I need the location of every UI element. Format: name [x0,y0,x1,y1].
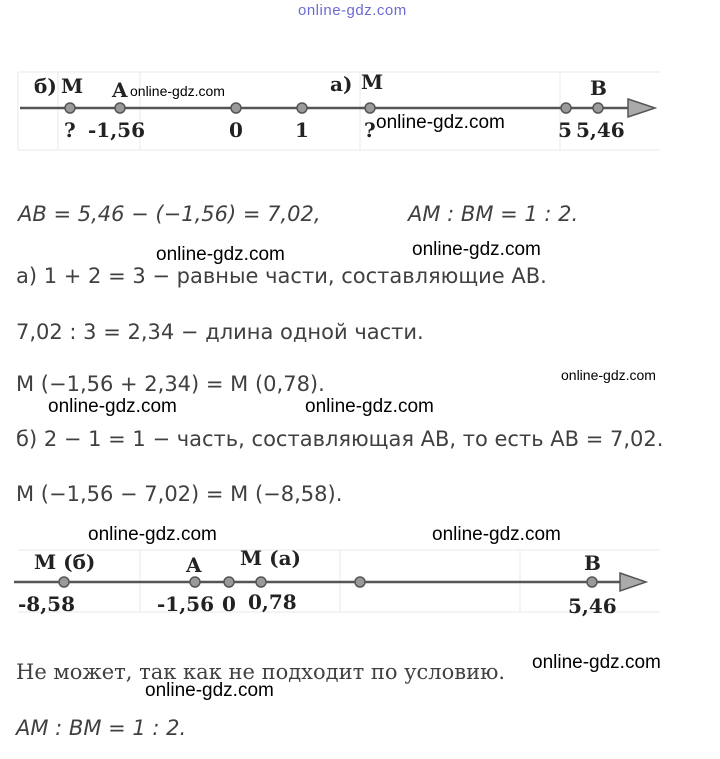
point2-Mb [59,577,69,587]
point-M-left [65,103,75,113]
nl1-val-5: 5 [558,118,572,142]
point2-extra [355,577,365,587]
watermark: online-gdz.com [412,239,541,260]
watermark: online-gdz.com [88,524,217,545]
point2-B [587,577,597,587]
watermark: online-gdz.com [48,396,177,417]
nl1-label-b: б) [34,74,57,98]
nl1-label-M-left: M [61,74,84,98]
point-0 [231,103,241,113]
nl1-val-1: 1 [295,118,309,142]
nl2-label-Mb: M (б) [34,550,96,574]
watermark: online-gdz.com [532,652,661,673]
nl2-label-A: A [186,553,202,577]
text-line-m-a: M (−1,56 + 2,34) = M (0,78). [16,372,325,396]
point-A [115,103,125,113]
nl1-label-A: A [112,78,128,102]
text-line-m-b: M (−1,56 − 7,02) = M (−8,58). [16,482,343,506]
axis-arrow-1 [628,99,655,117]
nl2-val-B: 5,46 [568,594,617,618]
point-1 [297,103,307,113]
watermark: online-gdz.com [305,396,434,417]
formula-ab: AB = 5,46 − (−1,56) = 7,02, [18,202,321,226]
watermark: online-gdz.com [130,83,225,99]
text-ratio-final: AM : BM = 1 : 2. [16,716,187,740]
nl2-val-A: -1,56 [157,592,215,616]
text-line-b: б) 2 − 1 = 1 − часть, составляющая AB, то есть AB = 7,02. [16,427,664,451]
point2-0 [224,577,234,587]
point2-Ma [256,577,266,587]
point-B [593,103,603,113]
point-M-right [365,103,375,113]
axis-arrow-2 [620,573,646,591]
text-line-part: 7,02 : 3 = 2,34 − длина одной части. [16,320,424,344]
nl1-label-a: а) [330,72,353,96]
watermark-top: online-gdz.com [298,2,407,19]
nl1-q-right: ? [364,118,376,142]
nl1-val-A: -1,56 [88,118,146,142]
nl2-val-0: 0 [222,592,236,616]
text-not-possible: Не может, так как не подходит по условию. [16,660,506,684]
watermark: online-gdz.com [156,244,285,265]
formula-ratio: AM : BM = 1 : 2. [408,202,579,226]
nl1-label-M-right: M [361,70,384,94]
nl2-val-Ma: 0,78 [248,590,297,614]
text-line-a: а) 1 + 2 = 3 − равные части, составляющие AB. [16,264,547,288]
nl1-q-left: ? [64,118,76,142]
watermark: online-gdz.com [561,367,656,383]
nl1-val-0: 0 [229,118,243,142]
nl2-label-B: B [584,551,601,575]
point2-A [190,577,200,587]
nl2-label-Ma: M (a) [240,546,301,570]
watermark: online-gdz.com [432,524,561,545]
nl1-label-B: B [590,76,607,100]
nl1-val-B: 5,46 [576,118,625,142]
watermark: online-gdz.com [376,112,505,133]
point-5 [561,103,571,113]
watermark: online-gdz.com [145,680,274,701]
nl2-val-Mb: -8,58 [18,592,76,616]
